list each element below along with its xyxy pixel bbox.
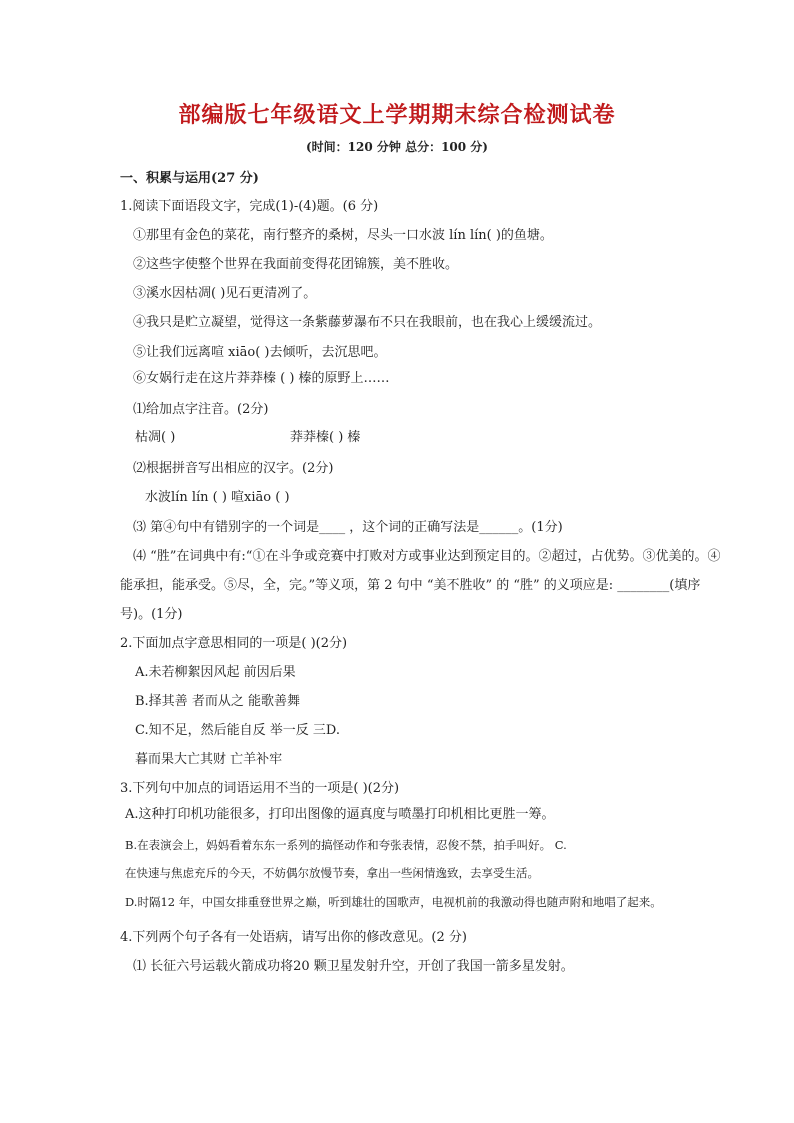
q2-option-c: C.知不足，然后能自反 举一反 三D. — [135, 723, 340, 738]
q1-sub4-line1: ⑷ “胜”在词典中有:“①在斗争或竞赛中打败对方或事业达到预定目的。②超过，占优势。③优美的。④ — [133, 549, 721, 564]
q1-sub2-items: 水波lín lín ( ) 喧xiāo ( ) — [145, 490, 290, 505]
q3-option-d: D.时隔12 年，中国女排重登世界之巅，听到雄壮的国歌声，电视机前的我激动得也随声附和地唱了起来。 — [125, 895, 662, 909]
q1-sub2-prompt: ⑵根据拼音写出相应的汉字。(2分) — [133, 461, 334, 476]
q3-option-b: B.在表演会上，妈妈看着东东一系列的搞怪动作和夸张表情，忍俊不禁，拍手叫好。 C. — [125, 838, 567, 852]
q2-prompt: 2.下面加点字意思相同的一项是( )(2分) — [120, 636, 348, 651]
q3-prompt: 3.下列句中加点的词语运用不当的一项是( )(2分) — [120, 781, 400, 796]
q1-sentence-2: ②这些字使整个世界在我面前变得花团锦簇，美不胜收。 — [133, 257, 459, 272]
q1-sentence-4: ④我只是贮立凝望，觉得这一条紫藤萝瀑布不只在我眼前，也在我心上缓缓流过。 — [133, 315, 602, 330]
q1-sentence-5: ⑤让我们远离喧 xiāo( )去倾听，去沉思吧。 — [133, 345, 387, 360]
q1-sentence-1: ①那里有金色的菜花，南行整齐的桑树，尽头一口水波 lín lín( )的鱼塘。 — [133, 228, 553, 243]
q1-prompt: 1.阅读下面语段文字，完成(1)-(4)题。(6 分) — [120, 199, 379, 214]
q3-option-a: A.这种打印机功能很多，打印出图像的逼真度与喷墨打印机相比更胜一筹。 — [125, 807, 555, 822]
q1-sentence-3: ③溪水因枯凋( )见石更清冽了。 — [133, 286, 317, 301]
q4-prompt: 4.下列两个句子各有一处语病，请写出你的修改意见。(2 分) — [120, 930, 467, 945]
exam-title: 部编版七年级语文上学期期末综合检测试卷 — [178, 103, 616, 128]
q1-sub1-prompt: ⑴给加点字注音。(2分) — [133, 402, 269, 417]
q2-option-a: A.未若柳絮因风起 前因后果 — [135, 665, 296, 680]
q4-sub1: ⑴ 长征六号运载火箭成功将20 颗卫星发射升空，开创了我国一箭多星发射。 — [133, 959, 574, 974]
q1-sub1-item-a: 枯凋( ) — [135, 430, 176, 445]
section-heading: 一、积累与运用(27 分) — [120, 171, 259, 186]
q1-sub4-line2: 能承担，能承受。⑤尽，全，完。”等义项，第 2 句中 “美不胜收” 的 “胜” 的义项应是: ________(填序 — [120, 578, 701, 593]
q2-option-d: 暮而果大亡其财 亡羊补牢 — [135, 752, 283, 767]
q1-sub4-line3: 号)。(1分) — [120, 607, 183, 622]
q1-sub1-item-b: 莽莽榛( ) 榛 — [290, 430, 361, 445]
exam-subtitle: (时间：120 分钟 总分：100 分) — [306, 140, 488, 154]
q2-option-b: B.择其善 者而从之 能歌善舞 — [135, 694, 300, 709]
q3-option-c: 在快速与焦虑充斥的今天，不妨偶尔放慢节奏，拿出一些闲情逸致，去享受生活。 — [125, 866, 539, 880]
q1-sub3: ⑶ 第④句中有错别字的一个词是____ ，这个词的正确写法是______。(1分) — [133, 520, 563, 535]
q1-sentence-6: ⑥女娲行走在这片莽莽榛 ( ) 榛的原野上…… — [133, 371, 390, 386]
